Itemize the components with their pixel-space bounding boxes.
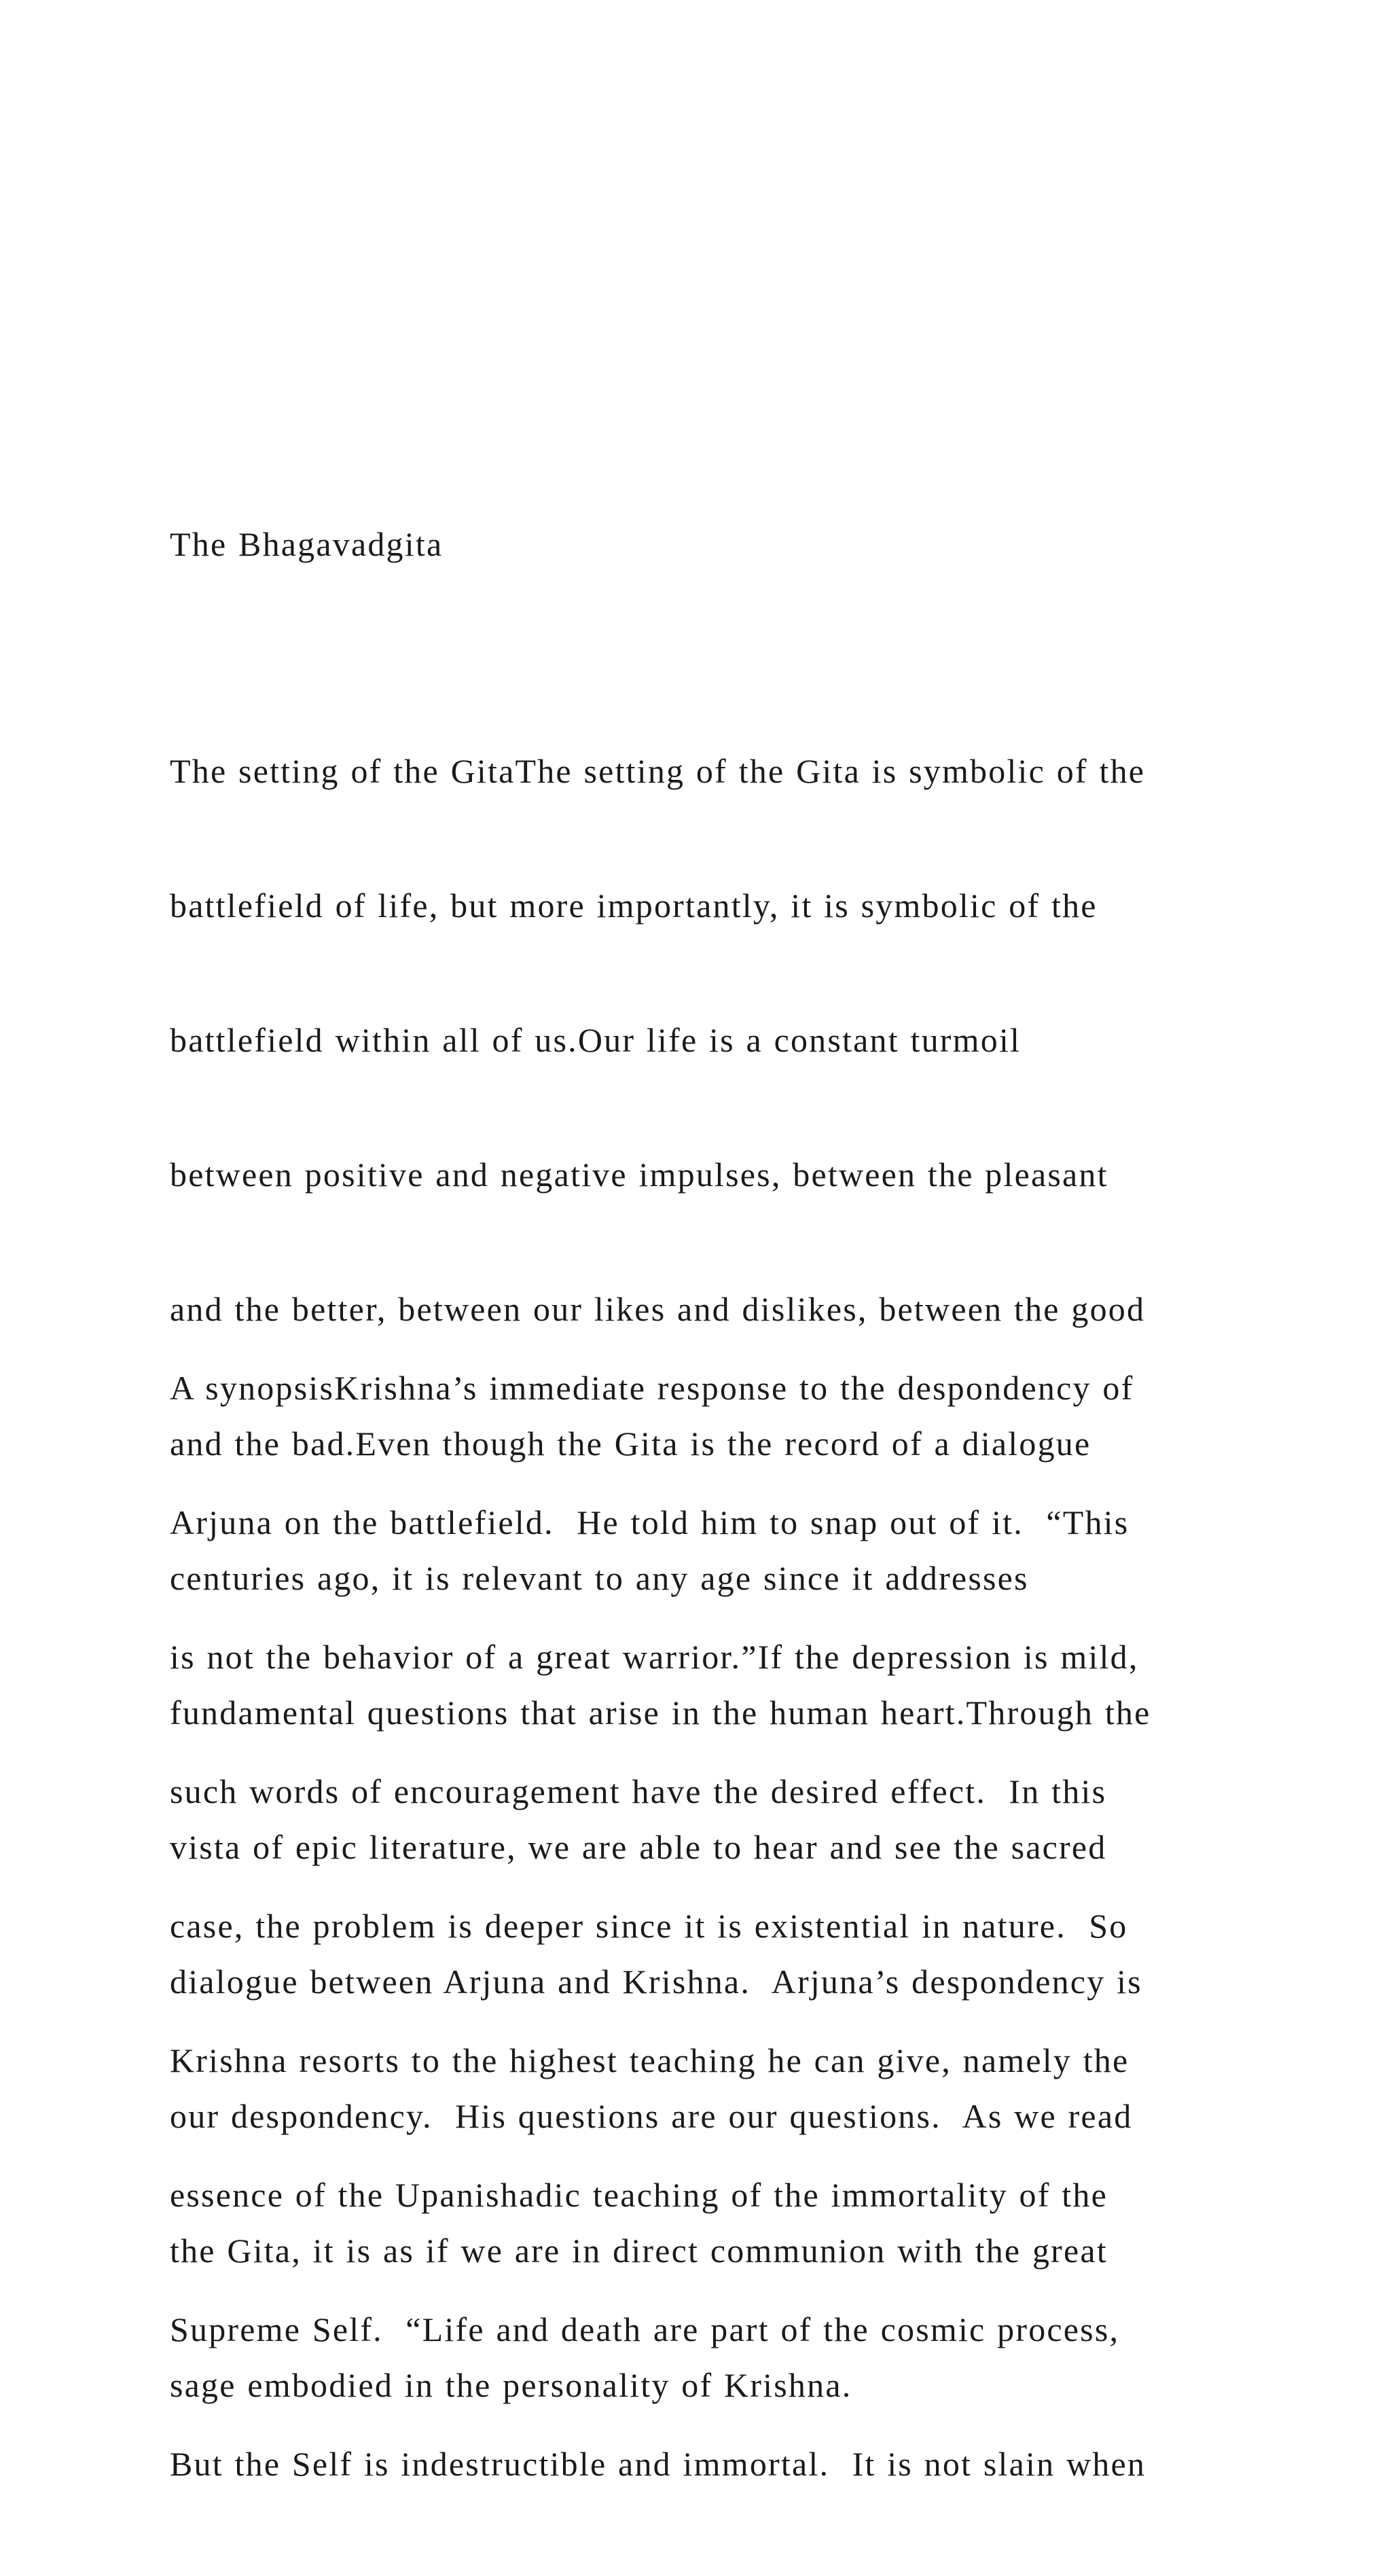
paragraph-line: and the better, between our likes and dislikes, between the good: [170, 1290, 1146, 1328]
paragraph-line: and the bad.Even though the Gita is the record of a dialogue: [170, 1425, 1091, 1463]
paragraph-line: our despondency. His questions are our questions. As we read: [170, 2097, 1133, 2135]
paragraph-synopsis: [170, 1276, 1146, 2576]
paragraph-line: dialogue between Arjuna and Krishna. Arjuna’s despondency is: [170, 1963, 1142, 2001]
paragraph-line: such words of encouragement have the desired effect. In this: [170, 1772, 1107, 1810]
paragraph-line: battlefield of life, but more importantly, it is symbolic of the: [170, 887, 1098, 925]
paragraph-line: is not the behavior of a great warrior.”If the depression is mild,: [170, 1638, 1139, 1676]
paragraph-line: battlefield within all of us.Our life is a constant turmoil: [170, 1021, 1022, 1059]
paragraph-line: essence of the Upanishadic teaching of the immortality of the: [170, 2176, 1108, 2214]
paragraph-line: vista of epic literature, we are able to hear and see the sacred: [170, 1828, 1107, 1866]
paragraph-line: the Gita, it is as if we are in direct communion with the great: [170, 2232, 1108, 2270]
paragraph-line: Krishna resorts to the highest teaching he can give, namely the: [170, 2041, 1130, 2079]
paragraph-line: The setting of the GitaThe setting of the Gita is symbolic of the: [170, 752, 1146, 790]
paragraph-line: But the Self is indestructible and immortal. It is not slain when: [170, 2445, 1146, 2483]
paragraph-line: between positive and negative impulses, between the pleasant: [170, 1156, 1108, 1194]
title-line: The Bhagavadgita: [170, 525, 444, 563]
paragraph-line: case, the problem is deeper since it is existential in nature. So: [170, 1907, 1128, 1945]
paragraph-line: sage embodied in the personality of Krishna.: [170, 2366, 852, 2404]
paragraph-line: Arjuna on the battlefield. He told him to snap out of it. “This: [170, 1503, 1130, 1541]
paragraph-line: centuries ago, it is relevant to any age since it addresses: [170, 1559, 1029, 1597]
paragraph-line: A synopsisKrishna’s immediate response to the despondency of: [170, 1369, 1134, 1407]
paragraph-line: fundamental questions that arise in the human heart.Through the: [170, 1694, 1151, 1732]
document-title: [170, 432, 443, 656]
paragraph-line: Supreme Self. “Life and death are part of the cosmic process,: [170, 2310, 1120, 2348]
